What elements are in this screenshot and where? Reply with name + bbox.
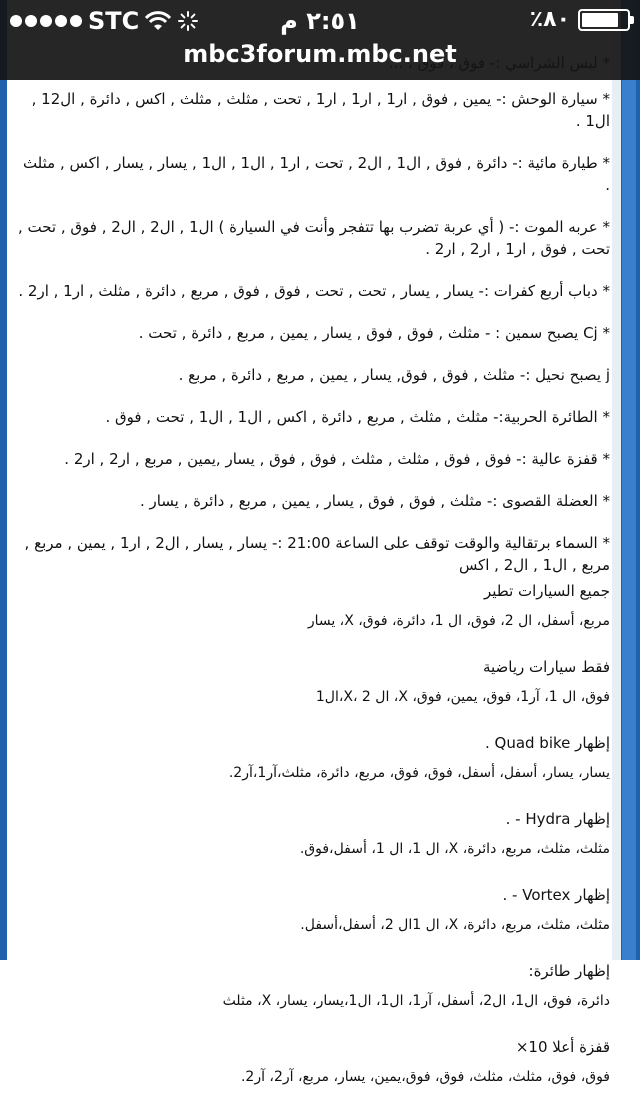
cheat-section [16, 884, 610, 936]
cheat-section [16, 808, 610, 860]
cheat-section-title: قفزة أعلا 10× [515, 1038, 610, 1056]
cheat-item: * دباب أربع كفرات :- يسار , يسار , تحت , تحت , فوق , فوق , مربع , دائرة , مثلث , ار1 , ار2 . [18, 282, 610, 300]
cheat-section-body: يسار، يسار، أسفل، أسفل، فوق، فوق، مربع، دائرة، مثلث،آر1،آر2. [228, 765, 610, 781]
cheat-item: * Cj يصبح سمين : - مثلث , فوق , فوق , يسار , يمين , مربع , دائرة , تحت . [138, 324, 610, 342]
cheat-section-body: دائرة، فوق، ال1، ال2، أسفل، آر1، ال1، ال1،يسار، يسار، X، مثلث [222, 993, 610, 1009]
cheat-section-body: مثلث، مثلث، مربع، دائرة، X، ال 1ال 2، أسفل،أسفل. [300, 917, 610, 933]
address-bar[interactable]: mbc3forum.mbc.net [183, 40, 457, 68]
cheat-item: * طيارة مائية :- دائرة , فوق , ال1 , ال2 , تحت , ار1 , ال1 , ال1 , يسار , يسار , اكس , مثلث . [22, 154, 610, 194]
cheat-section [16, 960, 610, 1012]
carrier-name: STC [88, 7, 140, 35]
cheat-item: * السماء برتقالية والوقت توقف على الساعة 21:00 :- يسار , يسار , ال2 , ار1 , يمين , مربع , مربع , ال1 , ال2 , اكس [24, 534, 610, 574]
cheat-section-title: إظهار Vortex - . [502, 886, 610, 904]
cheat-section-body: مربع، أسفل، ال 2، فوق، ال 1، دائرة، فوق، X، يسار [307, 613, 610, 629]
cheat-section-body: مثلث، مثلث، مربع، دائرة، X، ال 1، ال 1، أسفل،فوق. [299, 841, 610, 857]
cheat-section [16, 1036, 610, 1088]
cheat-item: * الطائرة الحربية:- مثلث , مثلث , مربع , دائرة , اكس , ال1 , ال1 , تحت , فوق . [105, 408, 610, 426]
cheat-section-body: فوق، ال 1، آر1، فوق، يمين، فوق، X، ال 2 ،X،ال1 [315, 689, 610, 705]
cheat-section-title: إظهار Hydra - . [505, 810, 610, 828]
cheat-section-title: فقط سيارات رياضية [482, 658, 610, 676]
status-right [530, 7, 630, 32]
top-bar [0, 0, 640, 80]
cheat-section [16, 732, 610, 784]
cheat-item: * سيارة الوحش :- يمين , فوق , ار1 , ار1 , ار1 , تحت , مثلث , مثلث , اكس , دائرة , ال12 , ال1 . [31, 90, 610, 130]
cheat-section-body: فوق، فوق، مثلث، مثلث، فوق، فوق،يمين، يسار، مربع، آر2، آر2. [240, 1069, 610, 1085]
cheat-item: * قفزة عالية :- فوق , فوق , مثلث , مثلث , فوق , فوق , يسار ,يمين , مربع , ار2 , ار2 . [64, 450, 610, 468]
cheat-section [16, 580, 610, 632]
cheat-section [16, 656, 610, 708]
battery-icon [578, 9, 630, 31]
post-content [16, 52, 610, 1112]
status-time: ٢:٥١ م [280, 7, 360, 35]
cheat-section-title: إظهار طائرة: [528, 962, 610, 980]
cheat-item: j يصبح نحيل :- مثلث , فوق , فوق, يسار , يمين , مربع , دائرة , مربع . [178, 366, 610, 384]
cheat-item: * العضلة القصوى :- مثلث , فوق , فوق , يسار , يمين , مربع , دائرة , يسار . [139, 492, 610, 510]
cheat-section-title: جميع السيارات تطير [483, 582, 610, 600]
page-left-border [0, 0, 7, 960]
cheat-item: * عربه الموت :- ( أي عربة تضرب بها تتفجر وأنت في السيارة ) ال1 , ال2 , ال2 , فوق , تحت , تحت , فوق , ار1 , ار2 , ار2 . [17, 218, 610, 258]
battery-percent: ٪٨٠ [529, 7, 570, 32]
cheat-section-title: إظهار Quad bike . [484, 734, 610, 752]
scroll-rail[interactable] [612, 0, 640, 960]
